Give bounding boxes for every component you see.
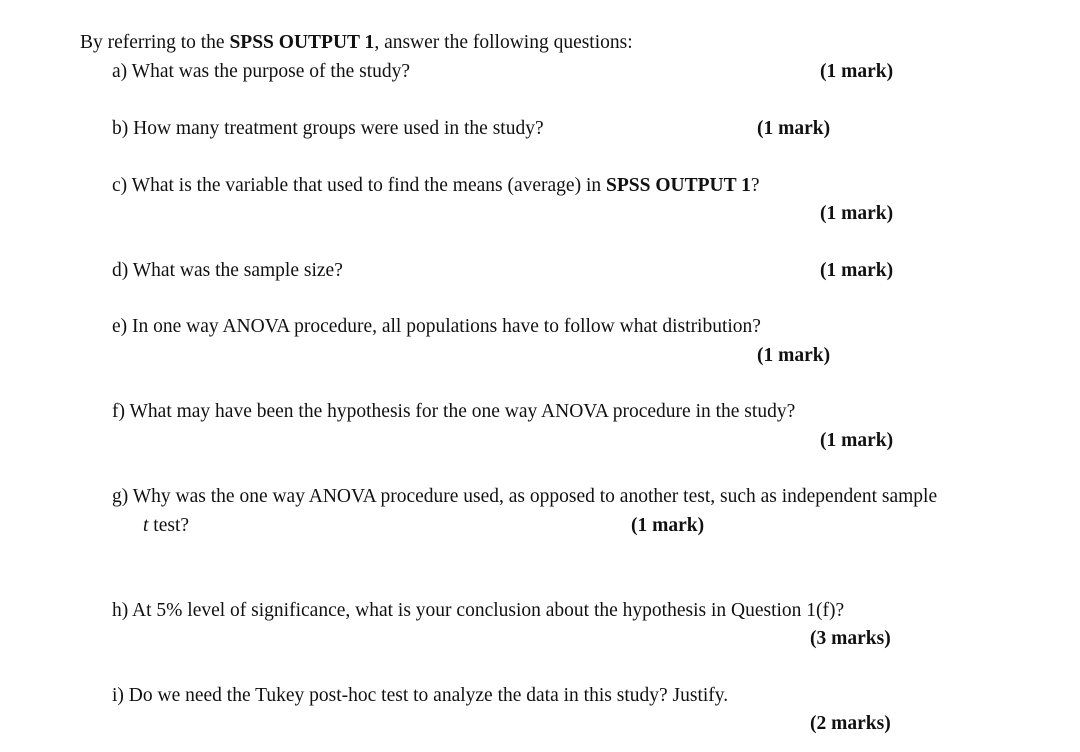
question-g-continuation: [143, 516, 189, 536]
question-g-t: t: [143, 515, 149, 536]
question-h: h) At 5% level of significance, what is your conclusion about the hypothesis in Question 1(f)?: [112, 600, 845, 621]
question-a: a) What was the purpose of the study?: [112, 61, 411, 82]
intro-spss-ref: SPSS OUTPUT 1: [229, 32, 375, 53]
question-b: b) How many treatment groups were used in the study?: [112, 118, 544, 139]
intro-prefix: By referring to the: [80, 32, 230, 53]
question-i-mark: (2 marks): [810, 713, 891, 734]
question-c-suffix: ?: [750, 175, 760, 196]
question-h-mark: (3 marks): [810, 628, 891, 649]
question-g-mark: (1 mark): [631, 515, 705, 536]
question-d-mark: (1 mark): [820, 260, 894, 281]
question-g: g) Why was the one way ANOVA procedure used, as opposed to another test, such as independent sample: [112, 486, 938, 507]
question-c-spss-ref: SPSS OUTPUT 1: [606, 175, 751, 196]
question-f: f) What may have been the hypothesis for the one way ANOVA procedure in the study?: [112, 401, 796, 422]
intro-line: [80, 33, 633, 53]
question-i: i) Do we need the Tukey post-hoc test to analyze the data in this study? Justify.: [112, 685, 729, 706]
question-g-test: test?: [148, 515, 190, 536]
question-e-mark: (1 mark): [757, 345, 831, 366]
question-b-mark: (1 mark): [757, 118, 831, 139]
question-c: [112, 176, 760, 196]
question-c-mark: (1 mark): [820, 203, 894, 224]
question-f-mark: (1 mark): [820, 430, 894, 451]
question-c-prefix: c) What is the variable that used to find the means (average) in: [112, 175, 606, 196]
intro-suffix: , answer the following questions:: [374, 32, 633, 53]
question-d: d) What was the sample size?: [112, 260, 343, 281]
question-a-mark: (1 mark): [820, 61, 894, 82]
question-e: e) In one way ANOVA procedure, all populations have to follow what distribution?: [112, 316, 761, 337]
